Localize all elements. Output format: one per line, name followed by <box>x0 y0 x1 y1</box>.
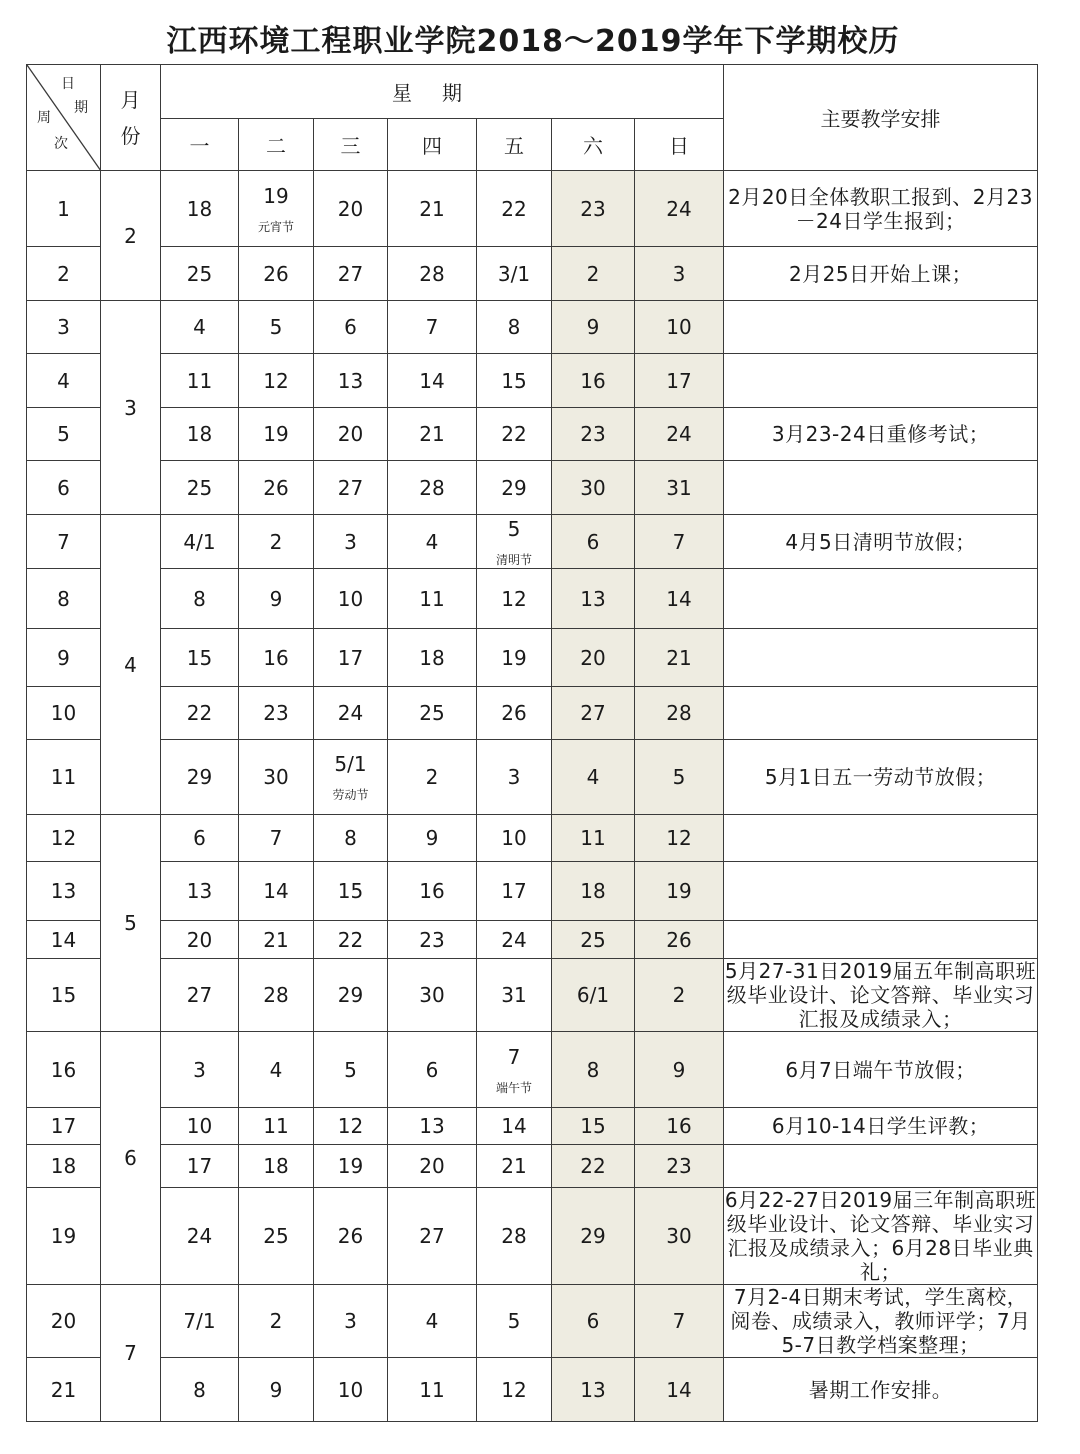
arrangement-note <box>724 1145 1038 1188</box>
day-cell: 13 <box>314 354 388 408</box>
week-number: 13 <box>27 862 101 921</box>
day-cell: 18 <box>388 629 477 687</box>
day-cell: 2 <box>239 1285 314 1358</box>
day-cell: 4 <box>388 515 477 569</box>
arrangement-note: 3月23-24日重修考试； <box>724 408 1038 461</box>
day-cell: 25 <box>161 461 239 515</box>
week-row <box>27 687 1038 740</box>
day-cell: 10 <box>314 569 388 629</box>
weekend-day-cell: 2 <box>635 959 724 1032</box>
week-row <box>27 461 1038 515</box>
day-cell: 7 <box>239 815 314 862</box>
weekend-day-cell: 29 <box>552 1188 635 1285</box>
weekend-day-cell: 17 <box>635 354 724 408</box>
weekend-day-cell: 5 <box>635 740 724 815</box>
weekend-day-cell: 15 <box>552 1108 635 1145</box>
week-row <box>27 354 1038 408</box>
week-row <box>27 959 1038 1032</box>
day-cell: 9 <box>239 1358 314 1422</box>
month-cell: 2 <box>101 171 161 301</box>
weekend-day-cell: 26 <box>635 921 724 959</box>
day-cell: 7/1 <box>161 1285 239 1358</box>
weekend-day-cell: 7 <box>635 515 724 569</box>
month-cell: 3 <box>101 301 161 515</box>
arrangement-note: 2月20日全体教职工报到、2月23－24日学生报到； <box>724 171 1038 247</box>
weekend-day-cell: 30 <box>635 1188 724 1285</box>
weekend-day-cell: 19 <box>635 862 724 921</box>
weekend-day-cell: 20 <box>552 629 635 687</box>
weekend-day-cell: 27 <box>552 687 635 740</box>
arrangement-note: 2月25日开始上课； <box>724 247 1038 301</box>
day-number: 7 <box>507 1044 521 1069</box>
school-calendar-table <box>26 64 1038 1422</box>
weekend-day-cell: 11 <box>552 815 635 862</box>
day-cell: 27 <box>314 247 388 301</box>
day-cell: 6 <box>161 815 239 862</box>
weekday-header: 一 <box>161 119 239 171</box>
day-cell: 3 <box>161 1032 239 1108</box>
day-cell: 11 <box>388 1358 477 1422</box>
arrangement-note: 暑期工作安排。 <box>724 1358 1038 1422</box>
day-cell: 12 <box>477 569 552 629</box>
day-cell: 8 <box>314 815 388 862</box>
weekend-day-cell: 4 <box>552 740 635 815</box>
day-cell: 15 <box>477 354 552 408</box>
month-cell: 5 <box>101 815 161 1032</box>
day-cell: 11 <box>388 569 477 629</box>
day-cell: 5 <box>477 1285 552 1358</box>
day-number: 5/1 <box>334 752 367 776</box>
weekend-day-cell: 16 <box>552 354 635 408</box>
holiday-label: 端午节 <box>495 1080 532 1095</box>
weekend-day-cell: 8 <box>552 1032 635 1108</box>
day-cell <box>477 515 552 569</box>
weekend-day-cell: 10 <box>635 301 724 354</box>
weekend-day-cell: 23 <box>552 171 635 247</box>
week-number: 1 <box>27 171 101 247</box>
day-cell: 29 <box>477 461 552 515</box>
day-cell: 23 <box>239 687 314 740</box>
day-cell: 12 <box>477 1358 552 1422</box>
day-cell: 25 <box>161 247 239 301</box>
week-number: 6 <box>27 461 101 515</box>
day-cell: 17 <box>477 862 552 921</box>
day-number: 5 <box>507 516 521 541</box>
day-cell: 28 <box>388 461 477 515</box>
day-cell: 22 <box>314 921 388 959</box>
day-cell: 26 <box>239 461 314 515</box>
week-number: 3 <box>27 301 101 354</box>
week-number: 2 <box>27 247 101 301</box>
day-cell: 10 <box>161 1108 239 1145</box>
weekend-day-cell: 22 <box>552 1145 635 1188</box>
day-cell <box>239 171 314 247</box>
day-cell: 28 <box>239 959 314 1032</box>
weekend-day-cell: 25 <box>552 921 635 959</box>
week-row <box>27 1032 1038 1108</box>
day-cell: 8 <box>161 569 239 629</box>
day-cell: 11 <box>239 1108 314 1145</box>
weekend-day-cell: 2 <box>552 247 635 301</box>
arrangement-note <box>724 815 1038 862</box>
day-cell: 21 <box>388 408 477 461</box>
weekend-day-cell: 7 <box>635 1285 724 1358</box>
day-cell: 26 <box>477 687 552 740</box>
day-cell: 28 <box>477 1188 552 1285</box>
week-row <box>27 1145 1038 1188</box>
day-cell: 3 <box>477 740 552 815</box>
day-cell: 4/1 <box>161 515 239 569</box>
day-cell: 20 <box>388 1145 477 1188</box>
week-row <box>27 1188 1038 1285</box>
day-cell: 20 <box>314 408 388 461</box>
day-cell: 24 <box>477 921 552 959</box>
weekend-day-cell: 21 <box>635 629 724 687</box>
week-number: 8 <box>27 569 101 629</box>
day-cell: 30 <box>388 959 477 1032</box>
month-header: 月份 <box>101 65 161 171</box>
day-cell: 26 <box>314 1188 388 1285</box>
corner-week-label-2: 次 <box>54 136 68 152</box>
week-number: 17 <box>27 1108 101 1145</box>
weekend-day-cell: 24 <box>635 408 724 461</box>
weekend-day-cell: 13 <box>552 1358 635 1422</box>
day-cell: 14 <box>477 1108 552 1145</box>
arrangement-note <box>724 629 1038 687</box>
arrangement-note: 4月5日清明节放假； <box>724 515 1038 569</box>
day-cell: 28 <box>388 247 477 301</box>
corner-date-label-1: 日 <box>61 76 75 92</box>
day-cell: 4 <box>388 1285 477 1358</box>
weekend-day-cell: 6/1 <box>552 959 635 1032</box>
weekend-day-cell: 12 <box>635 815 724 862</box>
day-cell: 16 <box>239 629 314 687</box>
week-row <box>27 408 1038 461</box>
arrangement-note: 7月2-4日期末考试，学生离校，阅卷、成绩录入，教师评学；7月5-7日教学档案整理； <box>724 1285 1038 1358</box>
day-number: 19 <box>263 183 289 208</box>
week-row <box>27 815 1038 862</box>
week-number: 11 <box>27 740 101 815</box>
weekday-header: 四 <box>388 119 477 171</box>
day-cell: 15 <box>161 629 239 687</box>
arrangement-note: 5月27-31日2019届五年制高职班级毕业设计、论文答辩、毕业实习汇报及成绩录入； <box>724 959 1037 1031</box>
day-cell: 3 <box>314 515 388 569</box>
day-cell: 23 <box>388 921 477 959</box>
day-cell: 6 <box>388 1032 477 1108</box>
day-cell: 14 <box>388 354 477 408</box>
weekend-day-cell: 23 <box>552 408 635 461</box>
day-cell: 3/1 <box>477 247 552 301</box>
week-row <box>27 629 1038 687</box>
day-cell: 19 <box>314 1145 388 1188</box>
weekday-header: 五 <box>477 119 552 171</box>
day-cell: 25 <box>239 1188 314 1285</box>
day-cell: 27 <box>161 959 239 1032</box>
weekend-day-cell: 13 <box>552 569 635 629</box>
weekend-day-cell: 14 <box>635 1358 724 1422</box>
arrangement-note <box>724 687 1038 740</box>
holiday-label: 清明节 <box>495 552 532 567</box>
day-cell: 10 <box>477 815 552 862</box>
day-cell: 13 <box>161 862 239 921</box>
week-row <box>27 740 1038 815</box>
weekday-group-header: 星期 <box>161 65 724 119</box>
day-cell: 17 <box>314 629 388 687</box>
week-row <box>27 247 1038 301</box>
day-cell: 13 <box>388 1108 477 1145</box>
day-cell: 25 <box>388 687 477 740</box>
arrangement-note: 6月10-14日学生评教； <box>724 1108 1038 1145</box>
arrangement-header: 主要教学安排 <box>724 65 1038 171</box>
day-cell: 8 <box>161 1358 239 1422</box>
weekend-day-cell: 18 <box>552 862 635 921</box>
day-cell: 7 <box>388 301 477 354</box>
day-cell: 26 <box>239 247 314 301</box>
week-number: 19 <box>27 1188 101 1285</box>
weekend-day-cell: 23 <box>635 1145 724 1188</box>
week-number: 10 <box>27 687 101 740</box>
day-cell: 24 <box>314 687 388 740</box>
week-number: 21 <box>27 1358 101 1422</box>
day-cell: 18 <box>161 408 239 461</box>
day-cell: 30 <box>239 740 314 815</box>
day-cell: 5 <box>314 1032 388 1108</box>
arrangement-note <box>724 921 1038 959</box>
day-cell: 11 <box>161 354 239 408</box>
weekend-day-cell: 31 <box>635 461 724 515</box>
corner-week-label-1: 周 <box>37 110 51 126</box>
day-cell: 5 <box>239 301 314 354</box>
week-row <box>27 569 1038 629</box>
day-cell: 12 <box>239 354 314 408</box>
week-number: 16 <box>27 1032 101 1108</box>
month-cell: 6 <box>101 1032 161 1285</box>
corner-cell <box>27 65 101 171</box>
week-row <box>27 1285 1038 1358</box>
day-cell: 31 <box>477 959 552 1032</box>
week-row <box>27 171 1038 247</box>
day-cell: 18 <box>239 1145 314 1188</box>
day-cell: 21 <box>239 921 314 959</box>
holiday-label: 元宵节 <box>257 219 294 234</box>
week-row <box>27 862 1038 921</box>
day-cell: 4 <box>161 301 239 354</box>
day-cell: 29 <box>314 959 388 1032</box>
day-cell: 22 <box>161 687 239 740</box>
week-row <box>27 1358 1038 1422</box>
week-number: 12 <box>27 815 101 862</box>
week-row <box>27 515 1038 569</box>
arrangement-note <box>724 862 1038 921</box>
arrangement-note <box>724 354 1038 408</box>
day-cell: 24 <box>161 1188 239 1285</box>
holiday-label: 劳动节 <box>332 788 369 802</box>
weekend-day-cell: 30 <box>552 461 635 515</box>
day-cell: 8 <box>477 301 552 354</box>
weekday-header: 日 <box>635 119 724 171</box>
day-cell: 2 <box>239 515 314 569</box>
day-cell: 17 <box>161 1145 239 1188</box>
calendar-title: 江西环境工程职业学院2018～2019学年下学期校历 <box>166 24 900 59</box>
week-row <box>27 1108 1038 1145</box>
day-cell: 4 <box>239 1032 314 1108</box>
day-cell: 29 <box>161 740 239 815</box>
day-cell: 6 <box>314 301 388 354</box>
day-cell: 14 <box>239 862 314 921</box>
day-cell: 3 <box>314 1285 388 1358</box>
week-number: 4 <box>27 354 101 408</box>
weekend-day-cell: 6 <box>552 1285 635 1358</box>
day-cell: 2 <box>388 740 477 815</box>
arrangement-note: 6月22-27日2019届三年制高职班级毕业设计、论文答辩、毕业实习汇报及成绩录入；6月28日毕业典礼； <box>724 1188 1037 1284</box>
week-row <box>27 301 1038 354</box>
day-cell: 21 <box>388 171 477 247</box>
corner-date-label-2: 期 <box>74 100 88 116</box>
weekday-header: 六 <box>552 119 635 171</box>
weekend-day-cell: 3 <box>635 247 724 301</box>
arrangement-note: 6月7日端午节放假； <box>724 1032 1038 1108</box>
weekend-day-cell: 6 <box>552 515 635 569</box>
arrangement-note: 5月1日五一劳动节放假； <box>724 740 1038 815</box>
weekend-day-cell: 24 <box>635 171 724 247</box>
weekend-day-cell: 9 <box>552 301 635 354</box>
day-cell: 20 <box>314 171 388 247</box>
arrangement-note <box>724 461 1038 515</box>
week-number: 9 <box>27 629 101 687</box>
day-cell: 15 <box>314 862 388 921</box>
weekend-day-cell: 14 <box>635 569 724 629</box>
day-cell: 21 <box>477 1145 552 1188</box>
weekday-header: 三 <box>314 119 388 171</box>
day-cell: 22 <box>477 408 552 461</box>
day-cell: 20 <box>161 921 239 959</box>
day-cell: 9 <box>388 815 477 862</box>
day-cell: 12 <box>314 1108 388 1145</box>
day-cell: 22 <box>477 171 552 247</box>
week-row <box>27 921 1038 959</box>
day-cell: 9 <box>239 569 314 629</box>
day-cell: 18 <box>161 171 239 247</box>
week-number: 5 <box>27 408 101 461</box>
week-number: 15 <box>27 959 101 1032</box>
week-number: 14 <box>27 921 101 959</box>
week-number: 20 <box>27 1285 101 1358</box>
day-cell <box>477 1032 552 1108</box>
day-cell: 19 <box>239 408 314 461</box>
week-number: 18 <box>27 1145 101 1188</box>
weekday-header: 二 <box>239 119 314 171</box>
weekend-day-cell: 28 <box>635 687 724 740</box>
weekend-day-cell: 16 <box>635 1108 724 1145</box>
month-cell: 4 <box>101 515 161 815</box>
weekend-day-cell: 9 <box>635 1032 724 1108</box>
day-cell: 27 <box>388 1188 477 1285</box>
day-cell: 16 <box>388 862 477 921</box>
week-number: 7 <box>27 515 101 569</box>
day-cell: 19 <box>477 629 552 687</box>
arrangement-note <box>724 569 1038 629</box>
day-cell: 27 <box>314 461 388 515</box>
arrangement-note <box>724 301 1038 354</box>
day-cell: 10 <box>314 1358 388 1422</box>
month-cell: 7 <box>101 1285 161 1422</box>
day-cell <box>314 740 388 815</box>
